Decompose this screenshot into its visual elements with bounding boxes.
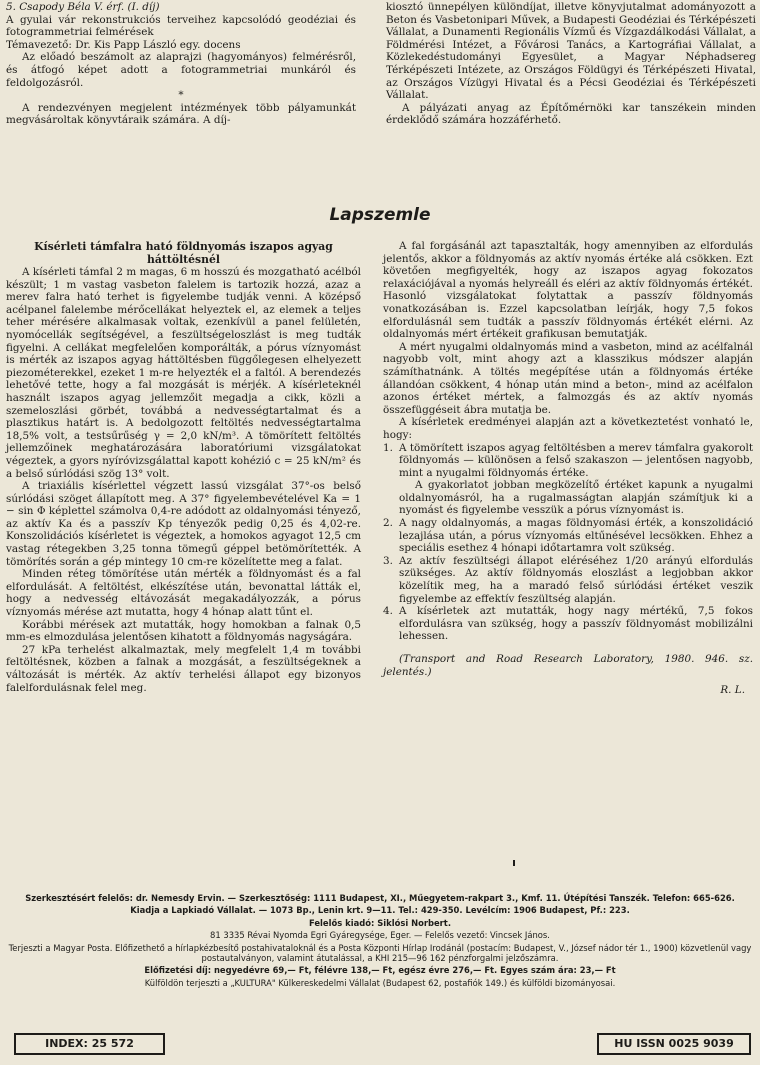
list-text (399, 442, 753, 518)
list-number: 1. (383, 441, 393, 454)
paragraph: A mért nyugalmi oldalnyomás mind a vasbeton, mind az acélfalnál nagyobb volt, mint ahogy azt a klasszikus módszer alapján számíthatnánk. A töltés megépítése után a földnyomás értéke állandóan csökkent, 4 hónap után mind a beton-, mind az acélfalon azonos értéket mértek, a falmozgás és az aktív nyomás összefüggéseit ábra mutatja be. (383, 340, 753, 416)
paragraph: Korábbi mérések azt mutatták, hogy homokban a falnak 0,5 mm-es elmozdulása jelentősen kihatott a földnyomás nagyságára. (6, 618, 361, 644)
article-right-column (383, 240, 753, 697)
imprint-subscription: Előfizetési díj: negyedévre 69,— Ft, félévre 138,— Ft, egész évre 276,— Ft. Egyes szám ára: 23,— Ft (144, 965, 616, 976)
paragraph: 27 kPa terhelést alkalmaztak, mely megfelelt 1,4 m további feltöltésnek, közben a falnak a mozgását, a feszültségeknek a változását is mérték. Az aktív terhelési állapot egy bizonyos falelfordulásnak felel meg. (6, 643, 361, 694)
conclusion-item (383, 517, 753, 555)
section-title: Lapszemle (329, 205, 431, 225)
list-number: 4. (383, 605, 393, 618)
divider-mark (512, 860, 516, 866)
paragraph: A nagy oldalnyomás, a magas földnyomási érték, a konszolidáció lezajlása után, a pórus víznyomás eltűnésével lecsökken. Ehhez a speciális esethez 4 hónapi időtartamra volt szükség. (399, 517, 753, 555)
paragraph: A kísérleti támfal 2 m magas, 6 m hosszú és mozgatható acélból készült; 1 m vastag vasbeton falelem is tartozik hozzá, azaz a merev falra ható terhet is figyelembe tudják venni. A középső acélpanel falelembe mérőcellákat helyeztek el, az elemek a teljes teher mérésére alkalmasak voltak, ezenkívül a panel felületén, nyomócellák segítségével, a feszültségeloszlást is meg tudták figyelni. A cellákat megfelelően komporálták, a pórus víznyomást is mérték az iszapos agyag háttöltésben függőlegesen elhelyezett piezométerekkel, ezeket 1 m-re helyezték el a faltól. A berendezés lehetővé tette, hogy a fal mozgását is mérjék. A kísérleteknél használt iszapos agyag jellemzőit megadja a cikk, közli a szemeloszlási görbét, továbbá a nedvességtartalmat és a plasztikus határt is. A bedolgozott feltöltés nedvességtartalma 18,5% volt, a testsűrűség γ = 2,0 kN/m³. A tömörített feltöltés jellemzőinek meghatározására laboratóriumi vizsgálatokat végeztek, a gyors nyíróvizsgálattal kapott kohézió c = 25 kN/m² és a belső súrlódási szög 13° volt. (6, 266, 361, 480)
separator-star: * (178, 89, 184, 102)
imprint-responsible: Felelős kiadó: Siklósi Norbert. (309, 917, 451, 928)
paragraph: Az előadó beszámolt az alaprajzi (hagyományos) felmérésről, és átfogó képet adott a fotogrammetriai munkáról és feldolgozásról. (6, 51, 356, 89)
paragraph: A gyakorlatot jobban megközelítő értéket kapunk a nyugalmi oldalnyomásról, ha a rugalmasságtan alapján számítjuk ki a nyomást és figyelembe vesszük a pórus víznyomást is. (399, 479, 753, 517)
imprint-editorial: Szerkesztésért felelős: dr. Nemesdy Ervin. — Szerkesztőség: 1111 Budapest, XI., Műegyetem-rakpart 3., Kmf. 11. Útépítési Tanszék. Telefon: 665-626. (25, 893, 735, 903)
list-text (399, 605, 753, 643)
imprint-publisher: Kiadja a Lapkiadó Vállalat. — 1073 Bp., Lenin krt. 9—11. Tel.: 429-350. Levélcím: 1906 Budapest, Pf.: 223. (130, 905, 630, 916)
issn-code-box: HU ISSN 0025 9039 (597, 1033, 751, 1055)
paragraph: kiosztó ünnepélyen különdíjat, illetve könyvjutalmat adományozott a Beton és Vasbetonipari Művek, a Budapesti Geodéziai és Térképészeti Vállalat, a Dunamenti Regionális Vízmű és Vízgazdálkodási Vállalat, a Földmérési Intézet, a Fővárosi Tanács, a Kartográfiai Vállalat, a Közlekedéstudományi Egyesület, a Magyar Néphadsereg Térképészeti Intézete, az Országos Földügyi és Térképészeti Hivatal, az Országos Vízügyi Hivatal és a Pécsi Geodéziai és Térképészeti Vállalat. (386, 1, 756, 102)
imprint-distribution: Terjeszti a Magyar Posta. Előfizethető a hírlapkézbesítő postahivataloknál és a Posta Központi Hírlap Irodánál (postacím: Budapest, V., József nádor tér 1., 1900) közvetlenül vagy postautalványon, valamint átutalással, a KHI 215—96 162 pénzforgalmi jelzőszámra. (8, 942, 752, 964)
paragraph: A fal forgásánál azt tapasztalták, hogy amennyiben az elfordulás jelentős, akkor a földnyomás az aktív nyomás értéke alá csökken. Ezt követően megfigyelték, hogy az iszapos agyag fokozatos relaxációjával a nyomás helyreáll és eléri az aktív földnyomás értékét. Hasonló vizsgálatokat folytattak a passzív földnyomás vonatkozásában is. Ezzel kapcsolatban leírják, hogy 7,5 fokos elfordulásnál sem tudták a passzív földnyomás értékét elérni. Az oldalnyomás mért értékeit grafikusan bemutatják. (383, 240, 753, 341)
article-title: Kísérleti támfalra ható földnyomás iszapos agyag háttöltésnél (34, 240, 333, 266)
paragraph: A kísérletek eredményei alapján azt a következtetést vonható le, hogy: (383, 416, 753, 441)
article-left-column (6, 240, 361, 694)
index-code-box: INDEX: 25 572 (14, 1033, 165, 1055)
article-source: (Transport and Road Research Laboratory, 1980. 946. sz. jelentés.) (383, 653, 753, 678)
paragraph: A tömörített iszapos agyag feltöltésben a merev támfalra gyakorolt földnyomás — különösen a felső szakaszon — jelentősen nagyobb, mint a nyugalmi földnyomás értéke. (399, 441, 753, 479)
award-ref: 5. Csapody Béla V. érf. (I. díj) (6, 1, 160, 13)
imprint-printer: 81 3335 Révai Nyomda Egri Gyáregysége, Eger. — Felelős vezető: Vincsek János. (210, 930, 550, 941)
author-signature: R. L. (720, 684, 745, 697)
paragraph: A kísérletek azt mutatták, hogy nagy mértékű, 7,5 fokos elfordulásra van szükség, hogy a passzív földnyomást mobilizálni lehessen. (399, 605, 753, 643)
conclusion-item (383, 605, 753, 643)
list-text (399, 517, 753, 555)
list-text (399, 555, 753, 605)
top-left-column (6, 1, 356, 127)
imprint (0, 893, 760, 990)
top-right-column (386, 1, 756, 127)
paragraph: A pályázati anyag az Építőmérnöki kar tanszékein minden érdeklődő számára hozzáférhető. (386, 101, 756, 127)
paragraph: Minden réteg tömörítése után mérték a földnyomást és a fal elfordulását. A feltöltést, elkészítése után, bevonattal látták el, hogy a nedvesség eltávozását megakadályozzák, a pórus víznyomás mérése azt mutatta, hogy 4 hónap alatt tűnt el. (6, 568, 361, 619)
paragraph: Az aktív feszültségi állapot eléréséhez 1/20 arányú elfordulás szükséges. Az aktív földnyomás eloszlást a legjobban akkor közelítik meg, ha a maradó felső súrlódási értéket veszik figyelembe az effektív feszültség alapján. (399, 554, 753, 605)
imprint-foreign: Külföldön terjeszti a „KULTURA" Külkereskedelmi Vállalat (Budapest 62, postafiók 149.) és külföldi bizományosai. (144, 977, 616, 988)
conclusion-item (383, 442, 753, 518)
advisor-line: Témavezető: Dr. Kis Papp László egy. docens (6, 38, 241, 51)
conclusion-item (383, 555, 753, 605)
paragraph: A rendezvényen megjelent intézmények több pályamunkát megvásároltak könyvtáraik számára. A díj- (6, 101, 356, 127)
list-number: 3. (383, 554, 393, 567)
project-title: A gyulai vár rekonstrukciós terveihez kapcsolódó geodéziai és fotogrammetriai felmérések (6, 13, 356, 39)
paragraph: A triaxiális kísérlettel végzett lassú vizsgálat 37°-os belső súrlódási szöget állapított meg. A 37° figyelembevételével Ka = 1 − sin Φ képlettel számolva 0,4-re adódott az oldalnyomási tényező, az aktív Ka és a passzív Kp tényezők pedig 0,25 és 4,02-re. Konszolidációs kísérletet is végeztek, a homokos agyagot 12,5 cm vastag rétegekben 3,25 tonna tömegű géppel betömörítették. A tömörítés során a gép mintegy 10 cm-re közelítette meg a falat. (6, 480, 361, 568)
list-number: 2. (383, 517, 393, 530)
